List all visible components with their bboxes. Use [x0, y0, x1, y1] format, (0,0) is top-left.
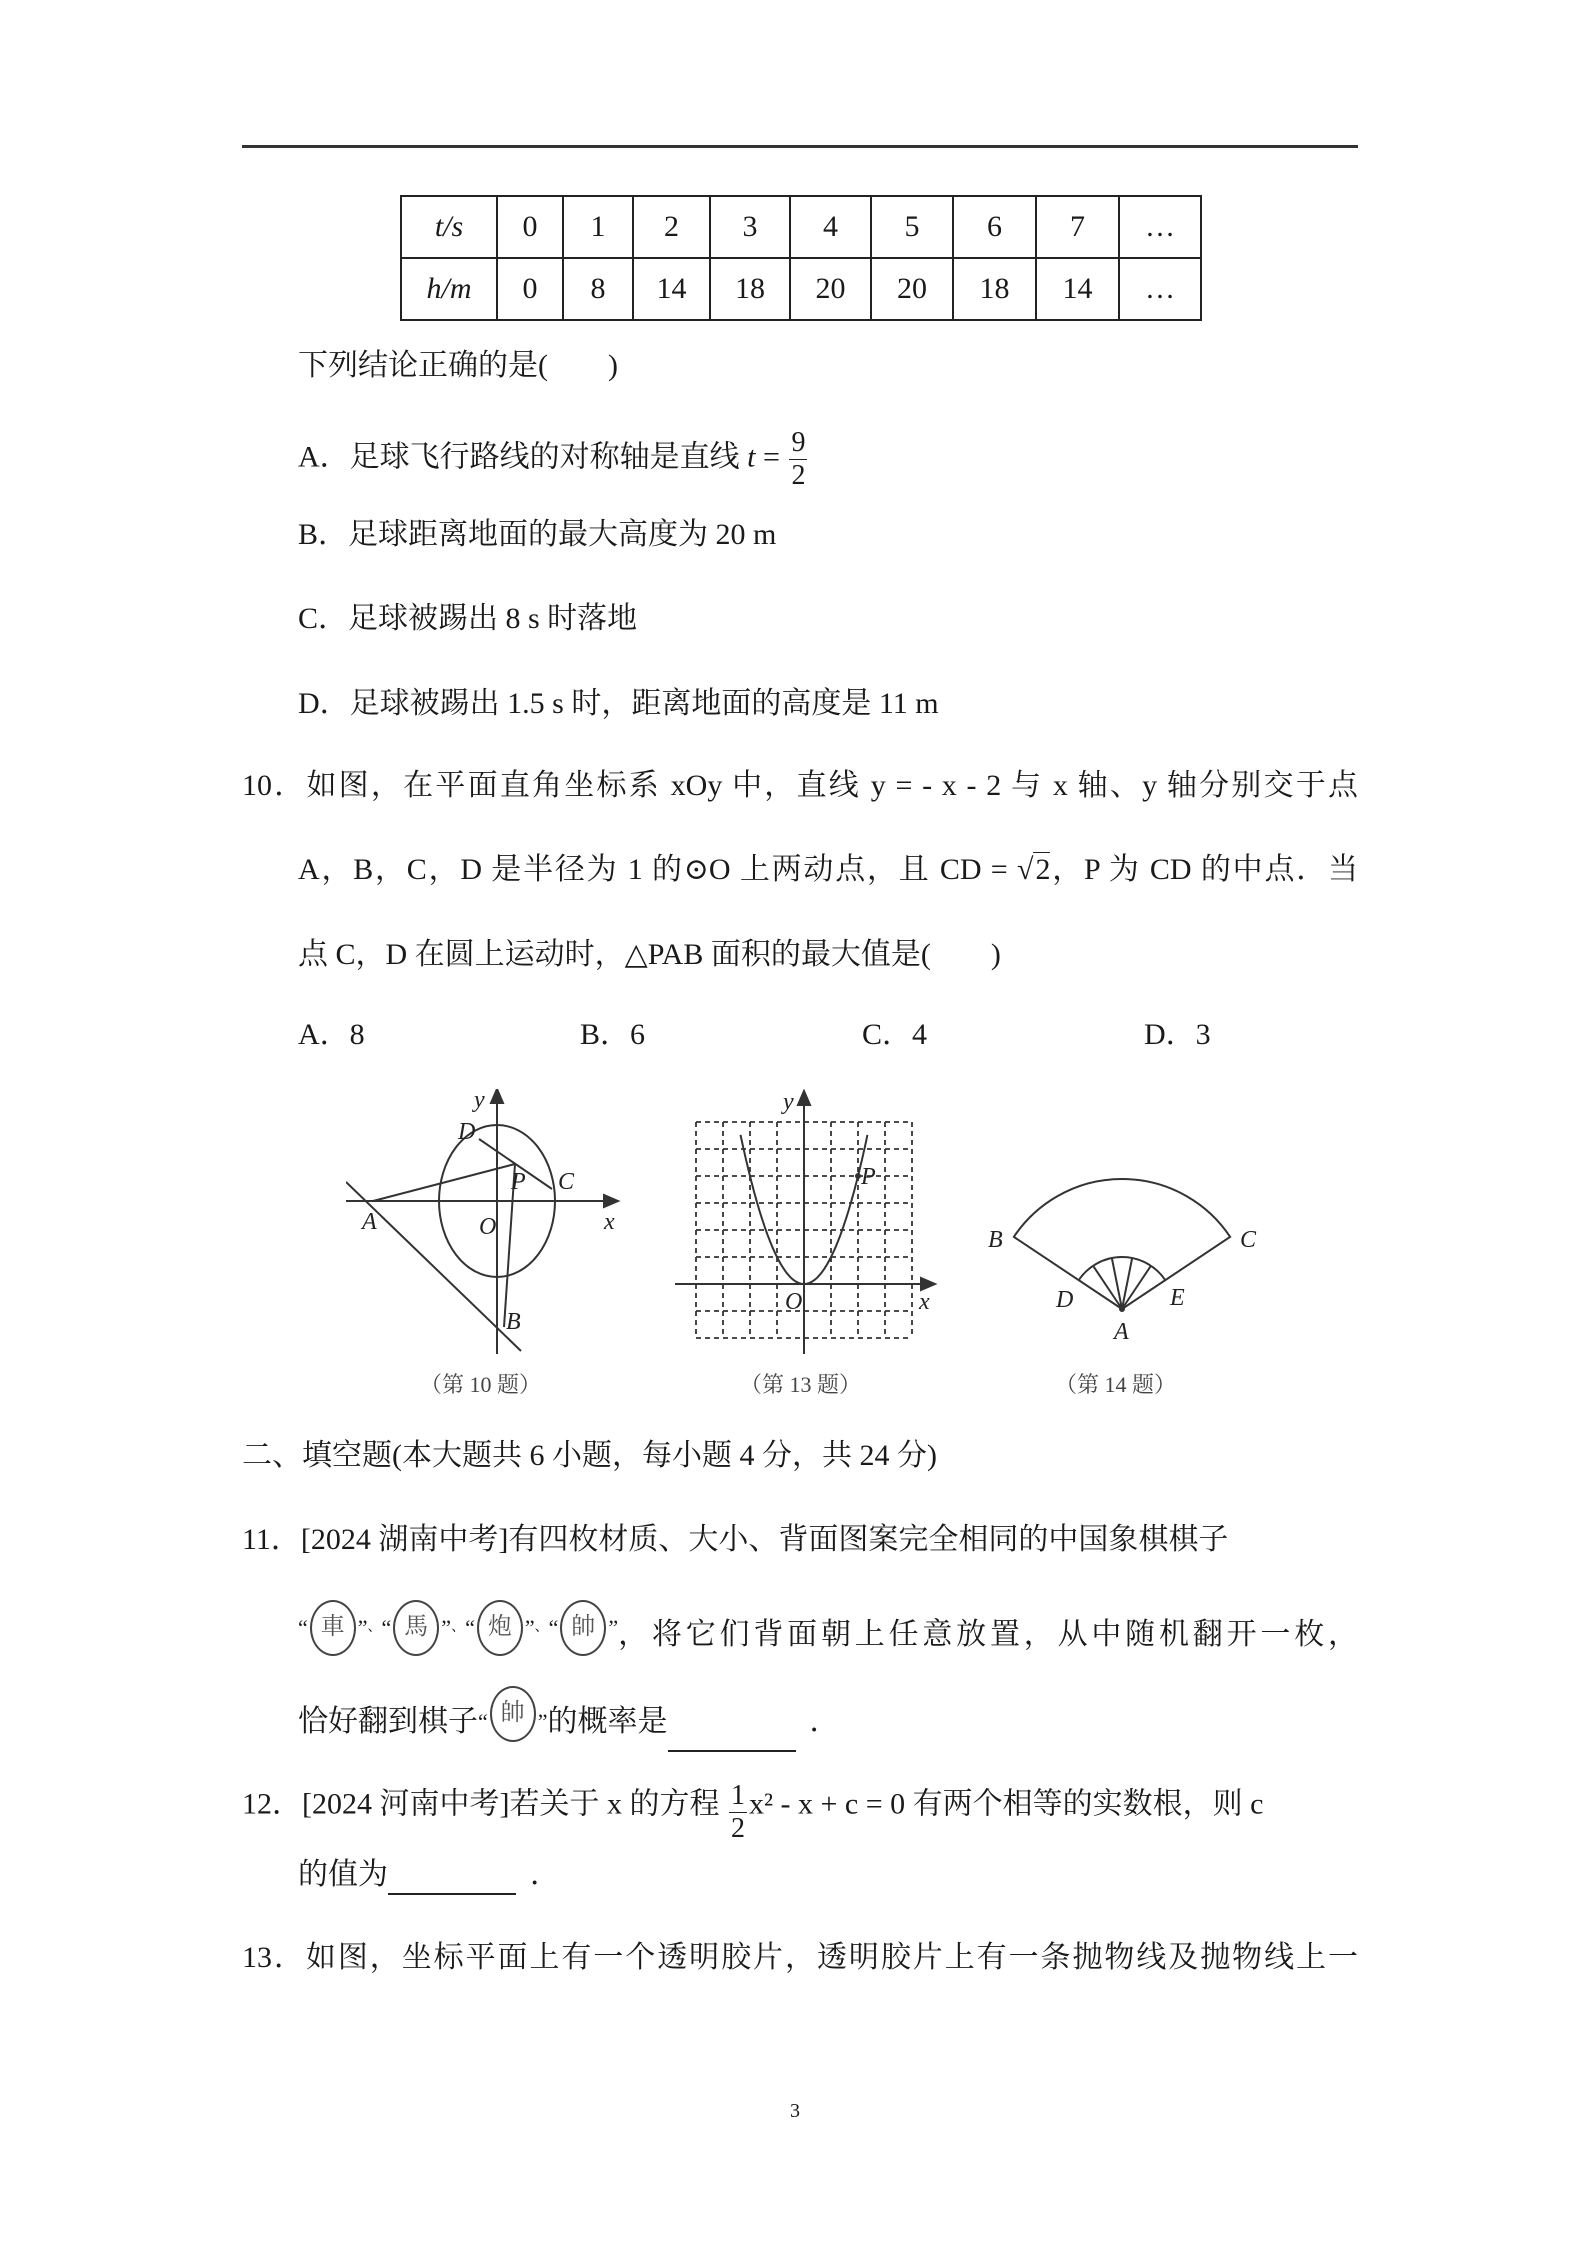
- q10-option-b: B．6: [580, 1018, 646, 1051]
- text: 的概率是: [547, 1705, 668, 1738]
- text: x² - x + c = 0 有两个相等的实数根，则 c: [748, 1787, 1264, 1821]
- table-cell: 14: [1036, 258, 1119, 320]
- label-a: A: [1114, 1319, 1129, 1345]
- caption-fig14: （第 14 题）: [1055, 1372, 1177, 1397]
- label-c: C: [558, 1169, 575, 1195]
- table-cell: 2: [633, 196, 710, 258]
- chess-piece-shuai: 帥: [490, 1686, 536, 1742]
- table-row: [401, 196, 1201, 258]
- q9-option-d: D．足球被踢出 1.5 s 时，距离地面的高度是 11 m: [298, 687, 939, 720]
- label-p: P: [861, 1164, 876, 1190]
- separator: 、: [534, 1620, 549, 1635]
- text: ，P 为 CD 的中点．当: [1050, 853, 1359, 886]
- label-c: C: [1240, 1227, 1257, 1253]
- table-row: [401, 258, 1201, 320]
- quote: ”: [608, 1615, 619, 1640]
- table-cell: 20: [871, 258, 953, 320]
- y-axis-arrow: [491, 1089, 503, 1103]
- table-header-cell: h/m: [401, 258, 497, 320]
- q9-option-b: B．足球距离地面的最大高度为 20 m: [298, 518, 777, 551]
- line-ab: [346, 1182, 521, 1351]
- fraction: [729, 1780, 747, 1845]
- sqrt-value: 2: [1035, 853, 1051, 886]
- figure-13: [675, 1089, 940, 1355]
- q9-option-a: [298, 427, 809, 491]
- table-cell: 4: [790, 196, 871, 258]
- chess-piece-pao: 炮: [477, 1600, 523, 1656]
- label-b: B: [988, 1227, 1003, 1253]
- separator: 、: [367, 1620, 382, 1635]
- quote: ”: [537, 1709, 548, 1734]
- table-cell: 0: [497, 258, 563, 320]
- q10-line3: 点 C，D 在圆上运动时，△PAB 面积的最大值是( ): [298, 938, 1001, 971]
- label-d: D: [1056, 1287, 1074, 1313]
- answer-blank[interactable]: [388, 1863, 516, 1895]
- chess-piece-shuai: 帥: [560, 1600, 606, 1656]
- quote: “: [298, 1615, 308, 1640]
- page-number: 3: [790, 2100, 800, 2122]
- label-d: D: [458, 1119, 476, 1145]
- q11-line2: [298, 1598, 1358, 1658]
- table-cell: 18: [953, 258, 1036, 320]
- label-o: O: [785, 1289, 803, 1315]
- q10-option-a: A．8: [298, 1018, 365, 1051]
- table-cell: 20: [790, 258, 871, 320]
- numerator: 1: [730, 1780, 745, 1811]
- text: 的值为: [298, 1858, 388, 1891]
- q12-line1: [242, 1768, 1358, 1844]
- x-axis-arrow: [604, 1195, 618, 1207]
- label-y: y: [783, 1089, 794, 1115]
- table-cell: 18: [710, 258, 790, 320]
- math-var: t: [747, 440, 756, 474]
- data-table: [400, 195, 1202, 321]
- quote: “: [465, 1615, 475, 1640]
- numerator: 9: [791, 427, 806, 458]
- fraction: [789, 427, 807, 492]
- table-cell: 7: [1036, 196, 1119, 258]
- q10-line2: A，B，C，D 是半径为 1 的⊙O 上两动点，且 CD = √2，P 为 CD 的中点．当: [298, 853, 1359, 886]
- figure-10: [346, 1089, 627, 1355]
- table-cell: 5: [871, 196, 953, 258]
- large-sector: [1014, 1179, 1230, 1309]
- label-b: B: [506, 1309, 521, 1335]
- q10-line1: 10．如图，在平面直角坐标系 xOy 中，直线 y = - x - 2 与 x 轴、y 轴分别交于点: [242, 769, 1358, 802]
- q12-line2: [298, 1855, 560, 1895]
- text: 12．[2024 河南中考]若关于 x 的方程: [242, 1787, 727, 1821]
- quote: “: [478, 1709, 488, 1734]
- label-a: A: [362, 1209, 377, 1235]
- table-cell: …: [1119, 258, 1201, 320]
- label-p: P: [511, 1169, 526, 1195]
- text: ．: [809, 1705, 840, 1738]
- point-a: [1119, 1306, 1125, 1312]
- section-2-heading: 二、填空题(本大题共 6 小题，每小题 4 分，共 24 分): [242, 1439, 937, 1472]
- y-axis-arrow: [798, 1091, 810, 1105]
- table-header-cell: t/s: [401, 196, 497, 258]
- q11-line1: 11．[2024 湖南中考]有四枚材质、大小、背面图案完全相同的中国象棋棋子: [242, 1523, 1229, 1556]
- q13-line1: 13．如图，坐标平面上有一个透明胶片，透明胶片上有一条抛物线及抛物线上一: [242, 1941, 1358, 1974]
- header-rule: [242, 145, 1358, 148]
- caption-fig13: （第 13 题）: [740, 1372, 862, 1397]
- label-e: E: [1170, 1285, 1185, 1311]
- fan-sector: [1014, 1179, 1230, 1309]
- table-cell: 8: [563, 258, 633, 320]
- table-cell: 0: [497, 196, 563, 258]
- text: A，B，C，D 是半径为 1 的⊙O 上两动点，且 CD =: [298, 853, 1017, 886]
- table-cell: …: [1119, 196, 1201, 258]
- chess-piece-che: 車: [310, 1600, 356, 1656]
- table-cell: 1: [563, 196, 633, 258]
- q10-option-c: C．4: [862, 1018, 928, 1051]
- q9-prompt: 下列结论正确的是( ): [298, 349, 618, 382]
- q10-option-d: D．3: [1144, 1018, 1211, 1051]
- denominator: 2: [791, 460, 806, 491]
- label-y: y: [474, 1089, 485, 1113]
- separator: 、: [451, 1620, 466, 1635]
- quote: ”: [524, 1615, 535, 1640]
- table-cell: 3: [710, 196, 790, 258]
- quote: “: [548, 1615, 559, 1640]
- table-cell: 14: [633, 258, 710, 320]
- chess-piece-ma: 馬: [393, 1600, 439, 1656]
- math-eq: =: [755, 440, 788, 474]
- q11-line3: [298, 1692, 840, 1752]
- q9-option-c: C．足球被踢出 8 s 时落地: [298, 602, 638, 635]
- figure-14: [988, 1089, 1269, 1355]
- denominator: 2: [730, 1813, 745, 1844]
- option-text: A．足球飞行路线的对称轴是直线: [298, 440, 748, 474]
- table-cell: 6: [953, 196, 1036, 258]
- answer-blank[interactable]: [668, 1720, 796, 1752]
- quote: “: [381, 1615, 392, 1640]
- text: ，将它们背面朝上任意放置，从中随机翻开一枚，: [618, 1618, 1358, 1651]
- caption-fig10: （第 10 题）: [420, 1372, 542, 1397]
- quote: ”: [441, 1615, 452, 1640]
- label-o: O: [479, 1214, 497, 1240]
- text: 恰好翻到棋子: [298, 1705, 478, 1738]
- quote: ”: [357, 1615, 368, 1640]
- label-x: x: [919, 1289, 930, 1315]
- small-sector-arc: [1079, 1257, 1166, 1280]
- label-x: x: [604, 1209, 615, 1235]
- text: ．: [530, 1858, 560, 1891]
